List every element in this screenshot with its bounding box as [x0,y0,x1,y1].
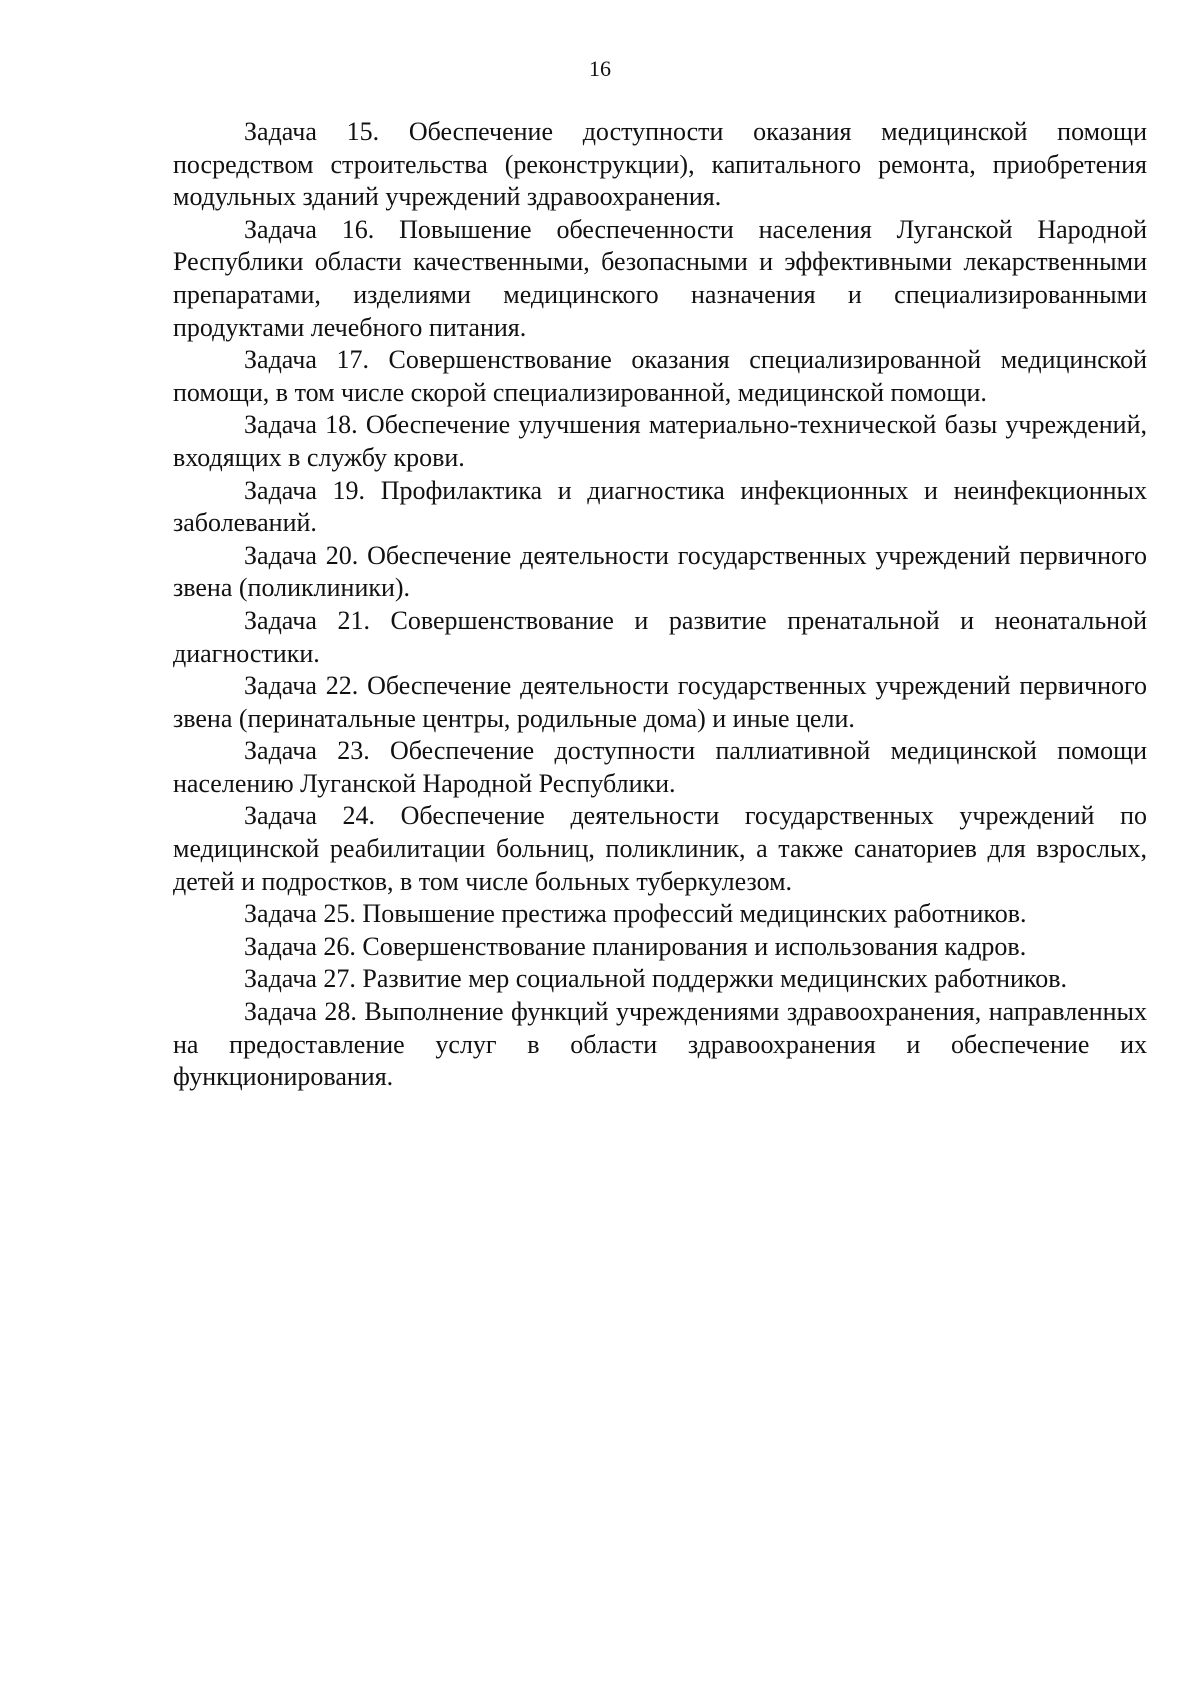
task-text: Обеспечение деятельности государственных учреждений по медицинской реабилитации больниц, поликлиник, а также санаториев для взрослых, детей и подростков, в том числе больных туберкулезом. [173,801,1147,896]
task-paragraph-27 [173,963,1147,996]
task-label: Задача 25. [244,899,356,929]
page-number: 16 [589,56,611,81]
task-text: Совершенствование оказания специализированной медицинской помощи, в том числе скорой специализированной, медицинской помощи. [173,345,1147,407]
task-text: Совершенствование планирования и использования кадров. [362,931,1027,961]
task-paragraph-23 [173,735,1147,800]
task-label: Задача 18. [244,410,358,440]
task-label: Задача 22. [244,671,359,701]
task-paragraph-17 [173,344,1147,409]
task-text: Обеспечение деятельности государственных учреждений первичного звена (поликлиники). [173,540,1147,603]
task-paragraph-26 [173,931,1147,964]
task-label: Задача 20. [244,540,359,570]
task-paragraph-28 [173,996,1147,1094]
task-text: Повышение престижа профессий медицинских работников. [362,899,1027,929]
task-label: Задача 27. [244,964,356,994]
task-label: Задача 19. [244,475,366,505]
task-text: Повышение обеспеченности населения Луганской Народной Республики области качественными, безопасными и эффективными лекарственными препаратами, изделиями медицинского назначения и специализированными продуктами лечебного питания. [173,214,1147,342]
task-label: Задача 17. [244,345,369,375]
task-label: Задача 15. [244,117,380,146]
task-paragraph-18 [173,409,1147,474]
task-paragraph-19 [173,475,1147,540]
task-text: Обеспечение доступности оказания медицинской помощи посредством строительства (реконструкции), капитального ремонта, приобретения модульных зданий учреждений здравоохранения. [173,117,1147,212]
task-paragraph-25 [173,898,1147,931]
task-label: Задача 21. [244,605,370,635]
task-paragraph-21 [173,605,1147,670]
task-text: Обеспечение улучшения материально-технической базы учреждений, входящих в службу крови. [173,410,1147,472]
task-text: Выполнение функций учреждениями здравоохранения, направленных на предоставление услуг в области здравоохранения и обеспечение их функционирования. [173,997,1148,1092]
task-paragraph-20 [173,540,1147,605]
task-label: Задача 24. [244,801,376,831]
task-paragraph-22 [173,670,1147,735]
task-paragraph-16 [173,214,1147,344]
task-label: Задача 26. [244,931,356,961]
task-text: Совершенствование и развитие пренатальной и неонатальной диагностики. [173,605,1148,668]
task-paragraph-24 [173,800,1147,898]
task-paragraph-15 [173,116,1147,214]
task-label: Задача 23. [244,736,370,766]
task-text: Обеспечение деятельности государственных учреждений первичного звена (перинатальные центры, родильные дома) и иные цели. [173,671,1147,733]
task-label: Задача 28. [244,997,357,1027]
task-label: Задача 16. [244,214,375,244]
task-text: Профилактика и диагностика инфекционных и неинфекционных заболеваний. [173,475,1147,538]
task-text: Развитие мер социальной поддержки медицинских работников. [362,964,1067,994]
task-text: Обеспечение доступности паллиативной медицинской помощи населению Луганской Народной Республики. [173,736,1148,798]
task-list [173,116,1147,1094]
